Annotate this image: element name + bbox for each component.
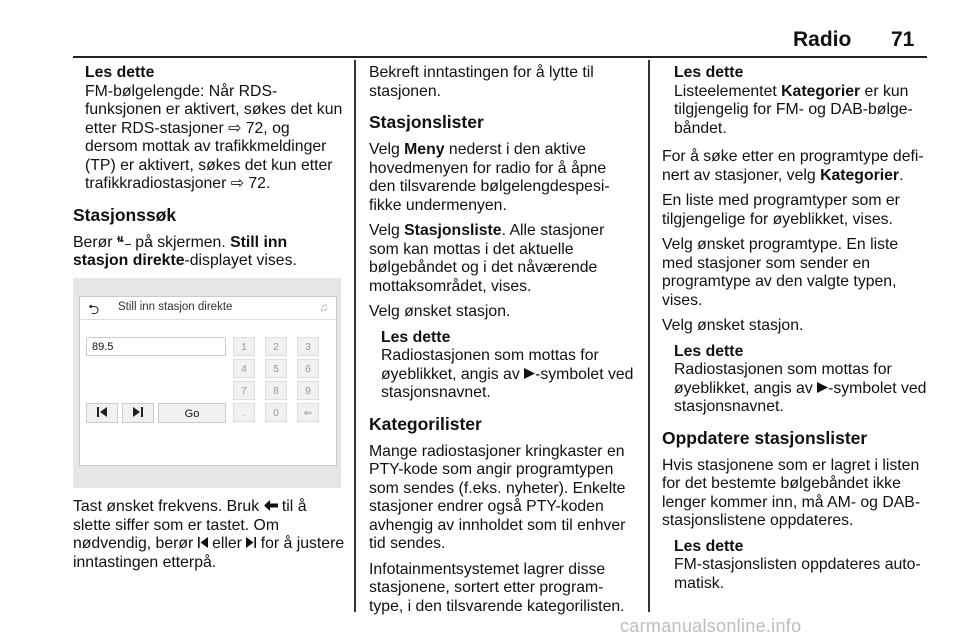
key-9: 9 [297, 381, 319, 400]
tune-icon [117, 234, 131, 253]
paragraph: Velg ønsket stasjon. [369, 303, 511, 320]
text: eller [212, 535, 242, 552]
frequency-field: 89.5 [86, 337, 226, 356]
text: . Alle stasjoner som kan mottas i det aktuelle bølgebåndet og i det nåværende mottaksområdet, vises. [369, 222, 605, 295]
note-box [662, 538, 930, 594]
text: Velg [369, 222, 400, 239]
screen-title-bar [80, 297, 336, 320]
text: Velg [369, 141, 400, 158]
text: nederst i den aktive hovedmenyen for radio for å åpne den tilsvarende bølgelengdespesi-fikke undermenyen. [369, 141, 610, 214]
note-label: Les dette [674, 537, 744, 555]
note-label: Les dette [381, 328, 451, 346]
play-triangle-icon [524, 366, 535, 385]
paragraph [369, 141, 635, 215]
key-2: 2 [265, 337, 287, 356]
heading-oppdatere: Oppdatere stasjonslister [662, 427, 868, 448]
heading-stasjonssok: Stasjonssøk [73, 204, 177, 225]
note-text [674, 83, 930, 139]
note-box [662, 343, 930, 417]
key-0: 0 [265, 403, 287, 422]
heading-kategorilister: Kategorilister [369, 413, 482, 434]
note-label: Les dette [85, 64, 155, 81]
screen-title: Still inn stasjon direkte [118, 301, 233, 313]
watermark: carmanualsonline.info [620, 616, 802, 636]
paragraph [73, 498, 345, 572]
go-button: Go [158, 403, 226, 423]
text: . [899, 166, 904, 184]
seek-back-button [86, 403, 118, 423]
bold-term: Still inn stasjon direkte [73, 233, 288, 269]
note-label: Les dette [674, 342, 744, 360]
paragraph [73, 234, 345, 271]
note-label: Les dette [674, 64, 744, 81]
text: Tast ønsket frekvens. Bruk [73, 498, 260, 515]
backspace-arrow-icon [264, 498, 278, 517]
column-2 [369, 64, 635, 623]
key-6: 6 [297, 359, 319, 378]
screen-display [79, 296, 337, 466]
skip-back-icon [96, 407, 108, 417]
note-text [381, 347, 635, 403]
page-header-title: Radio [793, 28, 852, 51]
bold-term: Kategorier [820, 166, 900, 184]
paragraph: Hvis stasjonene som er lagret i listen for det bestemte bølgebåndet ikke lenger kommer inn, må AM- og DAB-stasjonslistene oppdateres. [662, 456, 921, 529]
music-note-icon: ♫ [319, 300, 328, 314]
text: Berør [73, 233, 113, 251]
skip-back-icon [198, 535, 208, 554]
key-backspace: ⇐ [297, 403, 319, 422]
note-text [674, 361, 930, 417]
paragraph: Velg ønsket stasjon. [662, 317, 804, 334]
heading-stasjonslister: Stasjonslister [369, 112, 484, 132]
text: Listeelementet [674, 82, 777, 100]
note-text: FM-stasjonslisten oppdateres auto-matisk. [674, 556, 921, 592]
text: -symbolet ved stasjonsnavnet. [381, 365, 634, 401]
key-3: 3 [297, 337, 319, 356]
key-8: 8 [265, 381, 287, 400]
column-divider-2 [648, 60, 650, 612]
paragraph: Mange radiostasjoner kringkaster en PTY-kode som angir programtypen som sendes (f.eks. nyheter). Enkelte stasjoner endrer også PTY-koden avhengig av innholdet som til enhver tid sendes. [369, 442, 626, 552]
column-3 [662, 64, 930, 603]
paragraph [369, 222, 635, 296]
radio-screen-image [73, 278, 341, 488]
text: For å søke etter en programtype defi-nert av stasjoner, velg [662, 148, 924, 184]
text: er kun tilgjengelig for FM- og DAB-bølge-båndet. [674, 82, 913, 137]
paragraph: En liste med programtyper som er tilgjengelige for øyeblikket, vises. [662, 192, 900, 228]
text: til å slette siffer som er tastet. Om nødvendig, berør [73, 498, 307, 552]
note-box [73, 64, 345, 194]
note-text: FM-bølgelengde: Når RDS-funksjonen er aktivert, søkes det kun etter RDS-stasjoner ⇨ 72, og dersom mottak av trafikkmeldinger (TP) er aktivert, søkes det kun etter trafikkradiostasjoner ⇨ 72. [85, 82, 343, 192]
back-arrow-icon: ⮌ [88, 301, 100, 317]
paragraph [662, 148, 930, 185]
note-box [369, 329, 635, 403]
key-1: 1 [233, 337, 255, 356]
key-7: 7 [233, 381, 255, 400]
text: på skjermen. [135, 233, 226, 251]
play-triangle-icon [817, 380, 828, 399]
column-1 [73, 64, 345, 278]
text: for å justere inntastingen etterpå. [73, 535, 345, 571]
header-rule [73, 56, 927, 58]
text: -symbolet ved stasjonsnavnet. [674, 379, 927, 415]
paragraph: Infotainmentsystemet lagrer disse stasjonene, sortert etter program-type, i den tilsvarende kategorilisten. [369, 560, 625, 615]
skip-forward-icon [246, 535, 256, 554]
text: Radiostasjonen som mottas for øyeblikket, angis av [381, 347, 599, 383]
bold-term: Kategorier [781, 82, 861, 100]
text: Radiostasjonen som mottas for øyeblikket, angis av [674, 361, 892, 397]
key-4: 4 [233, 359, 255, 378]
paragraph: Bekreft inntastingen for å lytte til stasjonen. [369, 64, 594, 100]
seek-forward-button [122, 403, 154, 423]
key-dot: . [233, 403, 255, 422]
note-box [662, 64, 930, 138]
text: -displayet vises. [184, 252, 297, 269]
skip-forward-icon [132, 407, 144, 417]
column-1-lower [73, 498, 345, 579]
page-number: 71 [891, 28, 915, 51]
key-5: 5 [265, 359, 287, 378]
bold-term: Meny [404, 141, 445, 158]
paragraph: Velg ønsket programtype. En liste med stasjoner som sender en programtype av den valgte typen, vises. [662, 236, 899, 309]
bold-term: Stasjonsliste [404, 222, 502, 239]
column-divider-1 [354, 60, 356, 612]
